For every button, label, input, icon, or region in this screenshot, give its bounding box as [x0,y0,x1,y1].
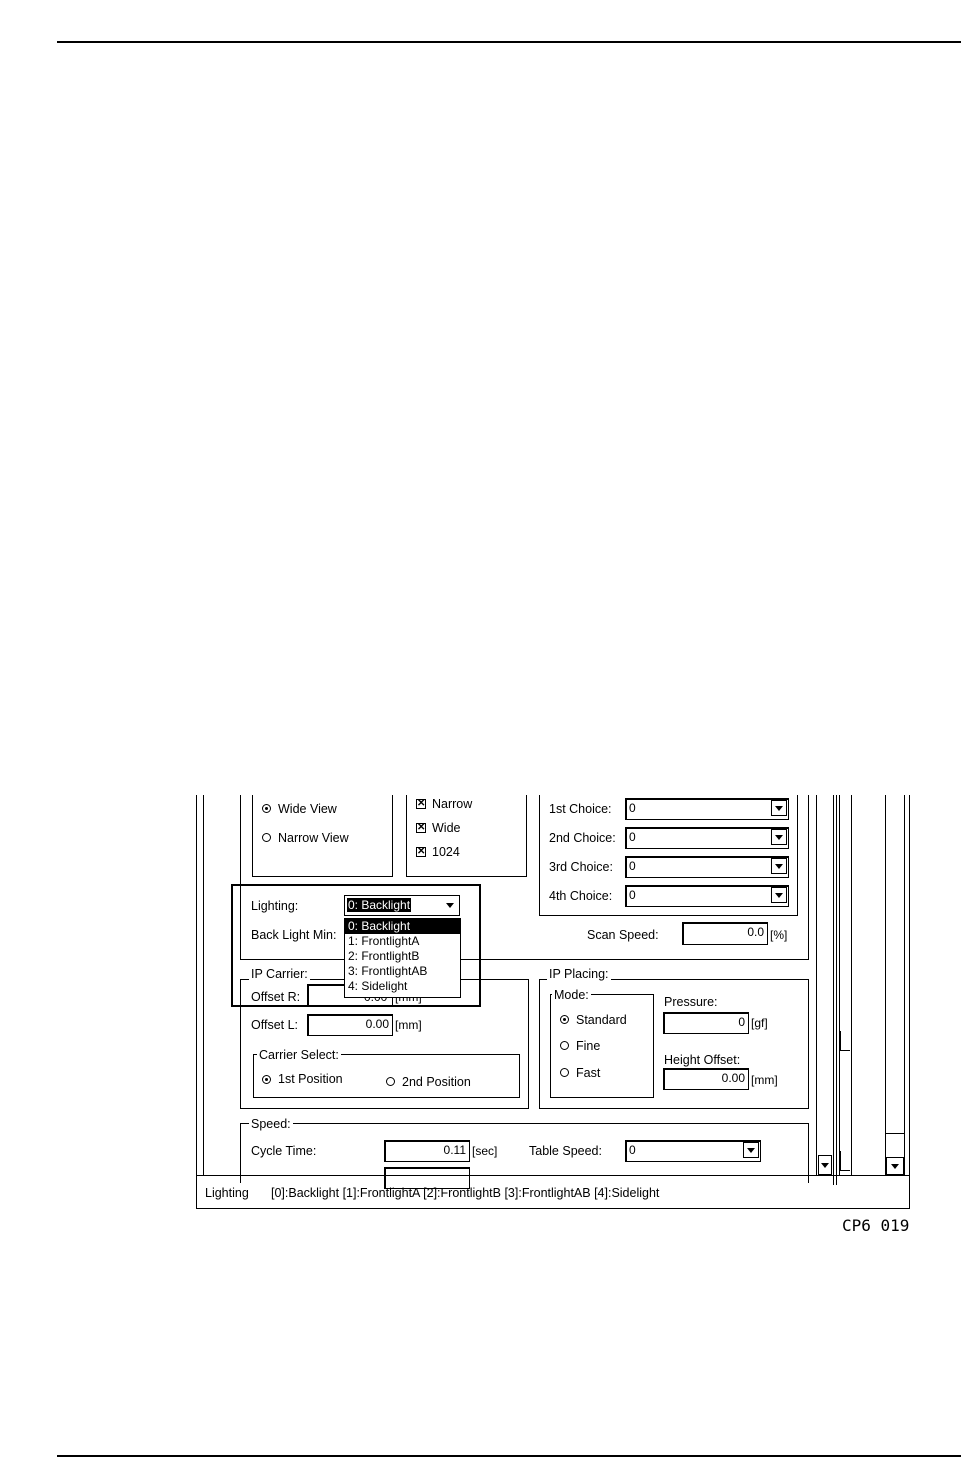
choice-1-value: 0 [629,801,636,815]
second-position-label: 2nd Position [402,1075,471,1089]
choice-2-value: 0 [629,830,636,844]
table-speed-dropdown[interactable] [625,1140,761,1162]
offset-r-label: Offset R: [251,990,301,1004]
carrier-select-title: Carrier Select: [259,1048,339,1062]
choice-4-value: 0 [629,888,636,902]
offset-l-unit: [mm] [395,1018,422,1032]
cycle-time-label: Cycle Time: [251,1144,317,1158]
choice-4-label: 4th Choice: [549,889,613,903]
pressure-input[interactable]: 0 [663,1012,749,1034]
first-position-radio[interactable] [262,1075,271,1084]
height-offset-label: Height Offset: [664,1053,741,1067]
chevron-down-icon[interactable] [446,903,454,908]
mode-fine-radio[interactable] [560,1041,569,1050]
table-speed-label: Table Speed: [529,1144,602,1158]
figure-id: CP6 019 [842,1216,910,1235]
lighting-option[interactable]: 0: Backlight [345,919,460,934]
lighting-label: Lighting: [251,899,299,913]
status-field: Lighting [205,1186,249,1200]
pressure-unit: [gf] [751,1016,768,1030]
narrow-view-label: Narrow View [278,831,349,845]
right-scrollbar[interactable] [886,1157,904,1175]
lighting-option[interactable]: 4: Sidelight [348,979,408,993]
mode-fast-radio[interactable] [560,1068,569,1077]
bottom-rule [57,1455,961,1457]
choice-1-label: 1st Choice: [549,802,612,816]
mode-title: Mode: [554,988,589,1002]
table-speed-value: 0 [629,1143,636,1157]
lighting-options-list[interactable] [344,918,461,998]
first-position-label: 1st Position [278,1072,343,1086]
offset-l-input[interactable]: 0.00 [307,1014,393,1036]
choice-2-label: 2nd Choice: [549,831,616,845]
status-text: [0]:Backlight [1]:FrontlightA [2]:FrontlightB [3]:FrontlightAB [4]:Sidelight [271,1186,660,1200]
scan-speed-input[interactable]: 0.0 [682,922,768,945]
pressure-label: Pressure: [664,995,718,1009]
wide-checkbox[interactable]: ✕ [417,822,426,833]
scan-speed-label: Scan Speed: [587,928,659,942]
lighting-selected-value: 0: Backlight [348,898,411,912]
mode-fine-label: Fine [576,1039,601,1053]
offset-l-label: Offset L: [251,1018,299,1032]
screenshot-window [196,795,910,1209]
narrow-checkbox[interactable]: ✕ [417,798,426,809]
second-position-radio[interactable] [386,1077,395,1086]
height-offset-input[interactable]: 0.00 [663,1068,749,1090]
res-1024-checkbox[interactable]: ✕ [417,846,426,857]
mode-standard-label: Standard [576,1013,627,1027]
choice-3-value: 0 [629,859,636,873]
res-1024-label: 1024 [432,845,460,859]
cycle-time-unit: [sec] [472,1144,498,1158]
height-offset-unit: [mm] [751,1073,778,1087]
lighting-dropdown[interactable] [344,895,460,916]
scroll-down-icon [891,1164,899,1169]
panel-divider-handle-2[interactable] [840,1151,850,1171]
panel-divider-handle[interactable] [840,1031,850,1051]
chevron-down-icon[interactable] [743,1142,759,1158]
wide-label: Wide [432,821,461,835]
lighting-option[interactable]: 2: FrontlightB [348,949,420,963]
vertical-scrollbar[interactable] [818,1155,832,1175]
lighting-option[interactable]: 1: FrontlightA [348,934,420,948]
lighting-option[interactable]: 3: FrontlightAB [348,964,428,978]
wide-view-label: Wide View [278,802,337,816]
scroll-down-icon [821,1163,829,1168]
top-rule [57,41,961,43]
mode-fast-label: Fast [576,1066,601,1080]
speed-title: Speed: [251,1117,291,1131]
ip-carrier-title: IP Carrier: [251,967,308,981]
scan-speed-unit: [%] [770,928,788,942]
narrow-label: Narrow [432,797,473,811]
choice-3-label: 3rd Choice: [549,860,613,874]
ip-placing-title: IP Placing: [549,967,609,981]
mode-standard-radio[interactable] [560,1015,569,1024]
cycle-time-input[interactable]: 0.11 [384,1140,470,1162]
back-light-min-label: Back Light Min: [251,928,337,942]
